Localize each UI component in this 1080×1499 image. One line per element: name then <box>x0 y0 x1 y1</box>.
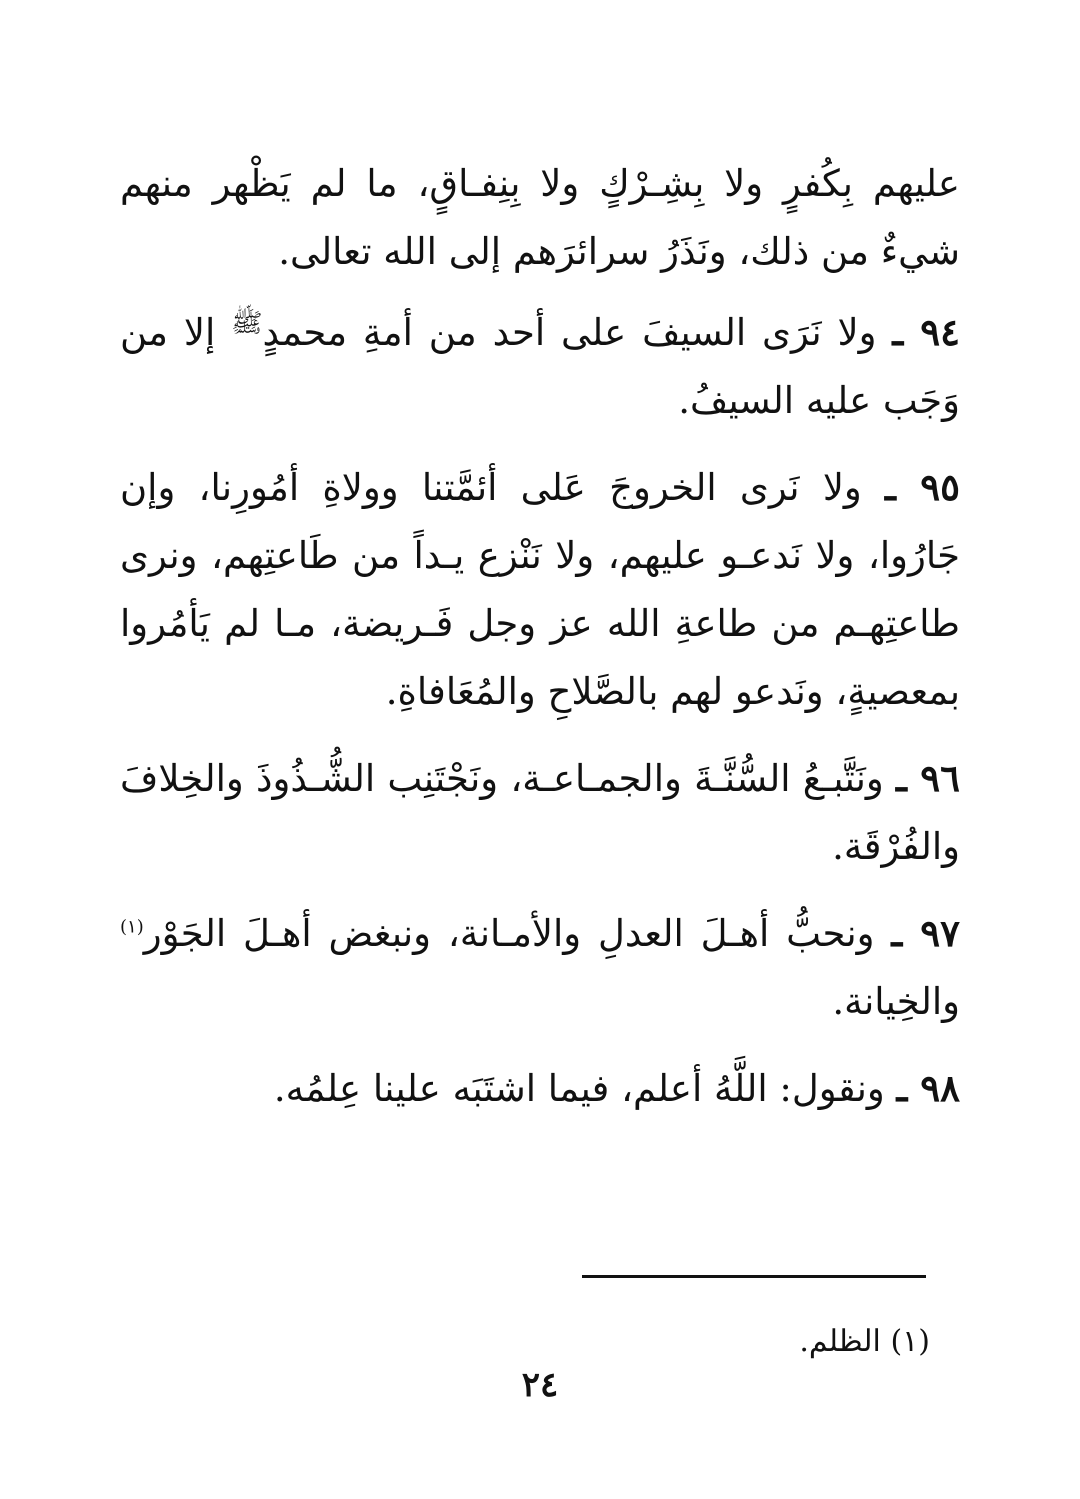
paragraph-97 <box>120 899 960 1036</box>
page-number: ٢٤ <box>521 1365 559 1405</box>
footnote-divider <box>582 1275 926 1278</box>
footnote-text: الظلم. <box>799 1324 881 1359</box>
paragraph-number: ٩٦ ـ <box>896 756 960 800</box>
paragraph-text: عليهم بِكُفرٍ ولا بِشِـرْكٍ ولا بِنِفـاقٍ، ما لم يَظْهر منهم شيءٌ من ذلك، ونَذَرُ سرائرَهم إلى الله تعالى. <box>120 162 960 273</box>
footnote-marker: (١) <box>890 1324 930 1359</box>
paragraph-95 <box>120 453 960 726</box>
paragraph-continuation <box>120 150 960 286</box>
paragraph-text: ولا نَرَى السيفَ على أحد من أمةِ محمدٍ <box>262 311 877 354</box>
paragraph-98 <box>120 1054 960 1123</box>
paragraph-text-continued: والخِيانة. <box>832 980 960 1023</box>
paragraph-number: ٩٧ ـ <box>891 911 960 955</box>
paragraph-text: ونَتَّبـعُ السُّنَّـةَ والجمـاعـة، ونَجْتَنِب الشُّـذُوذَ والخِلافَ والفُرْقَة. <box>120 757 960 868</box>
paragraph-text: ونقول: اللَّهُ أعلم، فيما اشتَبَه علينا عِلمُه. <box>273 1067 885 1110</box>
paragraph-94 <box>120 298 960 435</box>
footnote-reference: (١) <box>120 916 144 938</box>
paragraph-96 <box>120 744 960 881</box>
paragraph-text: ونحبُّ أهـلَ العدلِ والأمـانة، ونبغض أهـلَ الجَوْر <box>143 912 875 955</box>
paragraph-number: ٩٥ ـ <box>885 465 960 509</box>
paragraph-number: ٩٨ ـ <box>896 1066 960 1110</box>
footnote <box>560 1320 930 1364</box>
salawat-glyph: ﷺ <box>231 308 263 339</box>
main-text-block <box>120 150 960 1141</box>
paragraph-text: ولا نَرى الخروجَ عَلى أئمَّتنا وولاةِ أمُورِنا، وإن جَارُوا، ولا نَدعـو عليهم، ولا نَنْزع يـداً من طَاعتِهم، ونرى طاعتِهـم من طاعةِ الله عز وجل فَـريضة، مـا لم يَأمُروا بمعصيةٍ، ونَدعو لهم بالصَّلاحِ والمُعَافاةِ. <box>120 466 960 713</box>
paragraph-number: ٩٤ ـ <box>892 310 960 354</box>
paragraph-text-continued: إلا من وَجَب عليه السيفُ. <box>120 311 960 422</box>
